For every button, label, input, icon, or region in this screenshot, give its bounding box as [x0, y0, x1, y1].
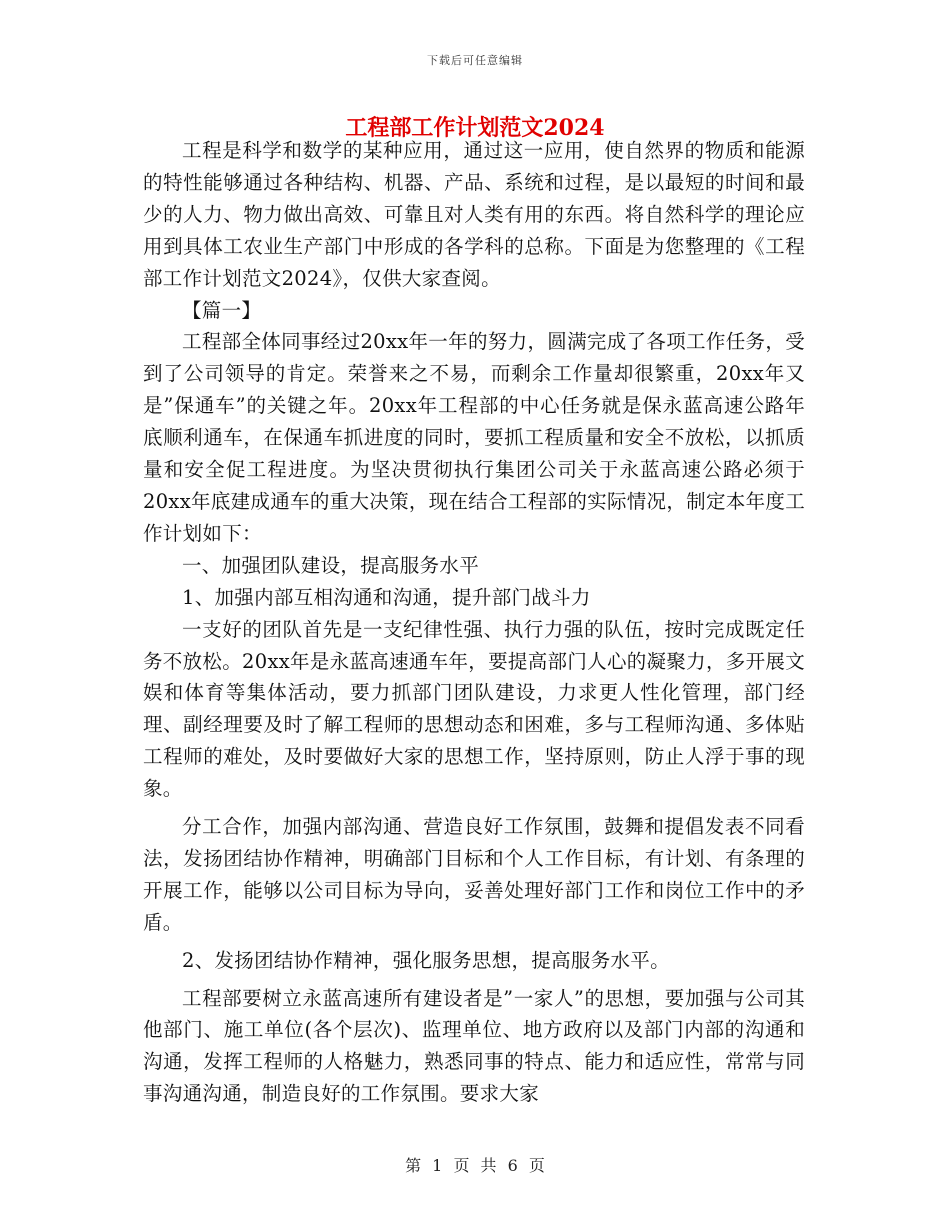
body-paragraph: 一支好的团队首先是一支纪律性强、执行力强的队伍，按时完成既定任务不放松。20xx年是永蓝高速通车年，要提高部门人心的凝聚力，多开展文娱和体育等集体活动，要力抓部门团队建设，力求更人性化管理，部门经理、副经理要及时了解工程师的思想动态和困难，多与工程师沟通、多体贴工程师的难处，及时要做好大家的思想工作，坚持原则，防止人浮于事的现象。 [143, 617, 805, 801]
subsection-heading: 1、加强内部互相沟通和沟通，提升部门战斗力 [182, 585, 591, 609]
subsection-heading: 2、发扬团结协作精神，强化服务思想，提高服务水平。 [182, 948, 670, 972]
header-note: 下载后可任意编辑 [427, 54, 523, 67]
body-paragraph: 工程部要树立永蓝高速所有建设者是”一家人”的思想，要加强与公司其他部门、施工单位(各个层次)、监理单位、地方政府以及部门内部的沟通和沟通，发挥工程师的人格魅力，熟悉同事的特点、能力和适应性，常常与同事沟通沟通，制造良好的工作氛围。要求大家 [143, 986, 805, 1106]
intro-paragraph: 工程是科学和数学的某种应用，通过这一应用，使自然界的物质和能源的特性能够通过各种结构、机器、产品、系统和过程，是以最短的时间和最少的人力、物力做出高效、可靠且对人类有用的东西。将自然科学的理论应用到具体工农业生产部门中形成的各学科的总称。下面是为您整理的《工程部工作计划范文2024》，仅供大家查阅。 [143, 139, 805, 290]
section-heading: 一、加强团队建设，提高服务水平 [182, 553, 480, 577]
section-heading-part-one: 【篇一】 [182, 298, 262, 322]
document-title: 工程部工作计划范文2024 [345, 115, 605, 141]
page-number: 第 1 页 共 6 页 [405, 1156, 545, 1175]
document-body [143, 135, 805, 1110]
body-paragraph: 工程部全体同事经过20xx年一年的努力，圆满完成了各项工作任务，受到了公司领导的肯定。荣誉来之不易，而剩余工作量却很繁重，20xx年又是”保通车”的关键之年。20xx年工程部的中心任务就是保永蓝高速公路年底顺利通车，在保通车抓进度的同时，要抓工程质量和安全不放松，以抓质量和安全促工程进度。为坚决贯彻执行集团公司关于永蓝高速公路必须于20xx年底建成通车的重大决策，现在结合工程部的实际情况，制定本年度工作计划如下： [143, 330, 805, 545]
body-paragraph: 分工合作，加强内部沟通、营造良好工作氛围，鼓舞和提倡发表不同看法，发扬团结协作精神，明确部门目标和个人工作目标，有计划、有条理的开展工作，能够以公司目标为导向，妥善处理好部门工作和岗位工作中的矛盾。 [143, 815, 805, 934]
